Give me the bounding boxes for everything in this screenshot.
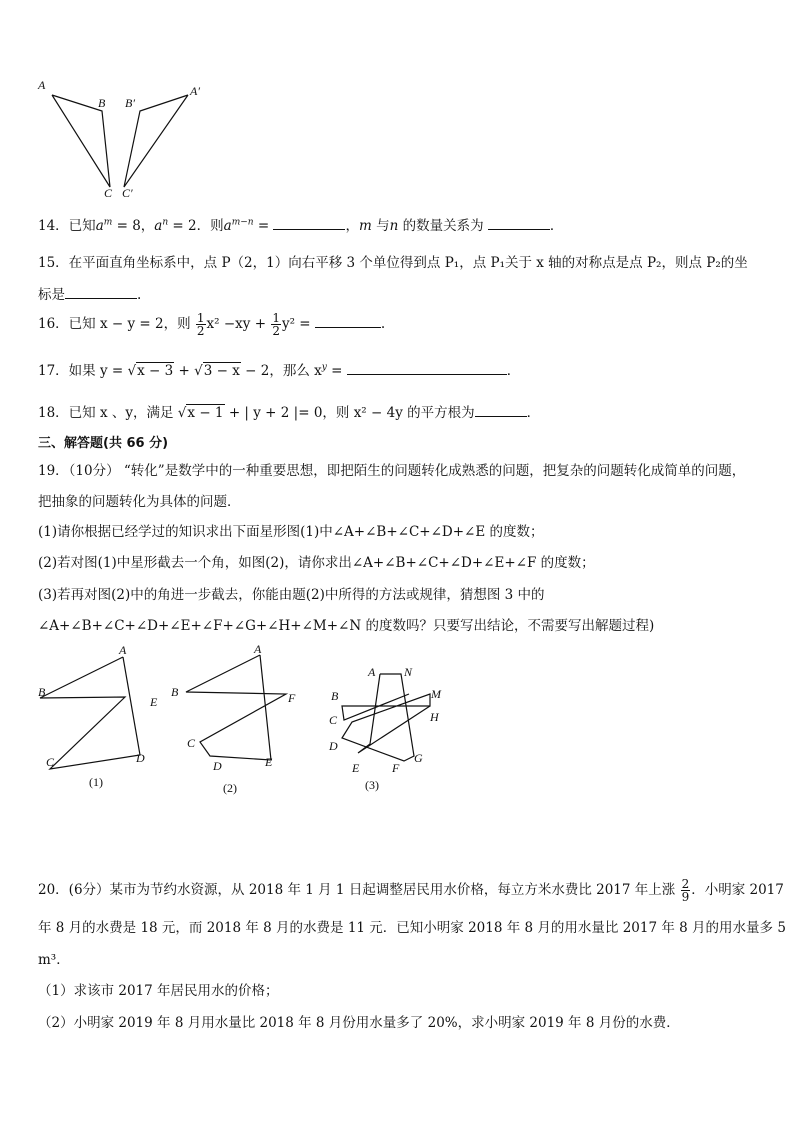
label-A: A: [38, 78, 46, 92]
q14-m: m: [358, 218, 372, 234]
question-20-line2: 年 8 月的水费是 18 元，而 2018 年 8 月的水费是 11 元．已知小明家 2018 年 8 月的用水量比 2017 年 8 月的用水量多 5: [38, 920, 786, 936]
frac-den: 2: [272, 324, 280, 338]
star3-label-A: A: [368, 665, 376, 679]
star3-label-N: N: [404, 665, 413, 679]
fraction-two-ninths: [681, 878, 691, 903]
q17-sup: y: [321, 362, 327, 373]
question-19-line1: 19．（10分） “转化”是数学中的一种重要思想，即把陌生的问题转化成熟悉的问题，把复杂的问题转化成简单的问题，: [38, 463, 746, 479]
star2-label-E: E: [265, 755, 273, 769]
figure-star-3: [318, 658, 448, 798]
star-3-path-b: [358, 674, 430, 753]
star3-label-C: C: [329, 713, 338, 727]
q17-end: ．: [506, 363, 521, 379]
star2-label-C: C: [187, 736, 196, 750]
question-16: [38, 312, 385, 337]
label-C: C: [104, 186, 113, 200]
star1-label-A: A: [119, 643, 127, 657]
star3-label-M: M: [431, 687, 441, 701]
q14-number: 14．已知: [38, 218, 96, 234]
q20-pre: 20．(6分）某市为节约水资源，从 2018 年 1 月 1 日起调整居民用水价格，每立方米水费比 2017 年上涨: [38, 882, 676, 898]
sqrt-radicand-1: x − 3: [137, 363, 174, 379]
star1-label-B: B: [38, 685, 46, 699]
star2-label-B: B: [171, 685, 179, 699]
star3-label-G: G: [414, 751, 423, 765]
question-20-line3: m³．: [38, 952, 70, 968]
frac-den: 2: [196, 324, 205, 338]
star2-label-A: A: [254, 642, 262, 656]
q17-eq: =: [326, 363, 343, 379]
question-19-part2: (2)若对图(1)中星形截去一个角，如图(2)，请你求出∠A+∠B+∠C+∠D+∠E+∠F 的度数；: [38, 555, 595, 571]
q18-pre: 18．已知 x 、y，满足: [38, 405, 174, 421]
star2-label-F: F: [288, 691, 296, 705]
label-C2: C′: [122, 186, 133, 200]
star3-label-F: F: [392, 761, 400, 775]
q14-comma: ，: [345, 218, 359, 234]
star-2-path: [186, 655, 286, 760]
question-20-sub1: （1）求该市 2017 年居民用水的价格；: [38, 983, 279, 999]
frac-num: 1: [196, 311, 205, 325]
q14-sup-n: n: [162, 217, 169, 228]
q14-yu: 与: [371, 218, 390, 234]
q14-a2: a: [154, 218, 163, 234]
star3-label-D: D: [329, 739, 338, 753]
star2-label-D: D: [213, 759, 222, 773]
star1-label-E: E: [150, 695, 158, 709]
label-B: B: [98, 96, 106, 110]
answer-blank[interactable]: [475, 404, 527, 417]
section-heading: 三、解答题(共 66 分): [38, 436, 169, 451]
fraction-half: [271, 312, 281, 337]
q18-end: ．: [526, 405, 541, 421]
answer-blank[interactable]: [488, 217, 550, 230]
frac-num: 1: [272, 311, 280, 325]
frac-num: 2: [681, 877, 690, 891]
answer-blank[interactable]: [347, 362, 507, 375]
star-3-path: [342, 674, 430, 761]
question-19-part3: (3)若再对图(2)中的角进一步截去，你能由题(2)中所得的方法或规律，猜想图 3 中的: [38, 587, 545, 603]
figure-star-1: [30, 642, 170, 792]
label-A2: A′: [190, 84, 200, 98]
question-15-line2: [38, 283, 141, 303]
star3-label-H: H: [430, 710, 439, 724]
q18-mid: + | y + 2 |= 0，则 x² − 4y 的平方根为: [224, 405, 475, 421]
q14-a3: a: [223, 218, 232, 234]
star1-label-D: D: [136, 751, 145, 765]
q14-eq1: = 8，: [112, 218, 155, 234]
question-20-sub2: （2）小明家 2019 年 8 月用水量比 2018 年 8 月份用水量多了 20%，求小明家 2019 年 8 月份的水费．: [38, 1015, 680, 1031]
q14-a: a: [95, 218, 104, 234]
question-18: 18．已知 x 、y，满足 √x − 1 + | y + 2 |= 0，则 x² − 4y 的平方根为 ．: [38, 405, 541, 421]
star1-label-C: C: [46, 755, 55, 769]
question-19-angles: ∠A+∠B+∠C+∠D+∠E+∠F+∠G+∠H+∠M+∠N 的度数吗？只要写出结论，不需要写出解题过程): [38, 618, 655, 634]
question-17: 17．如果 y = √x − 3 + √3 − x − 2，那么 $x^y$ = ．: [38, 362, 521, 379]
q14-n: n: [389, 218, 399, 234]
q14-sup-m: m: [103, 217, 113, 228]
question-14: [38, 214, 563, 234]
question-20-line1: [38, 878, 784, 903]
frac-den: 9: [681, 890, 690, 904]
q17-pre: 17．如果 y =: [38, 363, 124, 379]
fraction-half: [196, 312, 206, 337]
figure-star-2: [168, 642, 308, 797]
q14-eq2: = 2．则: [168, 218, 224, 234]
answer-blank[interactable]: [273, 217, 345, 230]
q17-plus: +: [174, 363, 195, 379]
q14-sup-mn: m−n: [231, 217, 254, 228]
q17-tail: − 2，那么 x: [240, 363, 322, 379]
q15-pre: 标是: [38, 287, 65, 303]
question-19-line2: 把抽象的问题转化为具体的问题．: [38, 494, 241, 510]
q16-end: .: [380, 316, 386, 332]
star3-label-B: B: [331, 689, 339, 703]
star3-label-E: E: [352, 761, 360, 775]
star-1-path: [40, 657, 140, 769]
question-19-part1: (1)请你根据已经学过的知识求出下面星形图(1)中∠A+∠B+∠C+∠D+∠E 的度数；: [38, 524, 544, 540]
q14-end: ．: [549, 218, 564, 234]
figure-triangles: [30, 75, 220, 200]
q14-eq3: =: [253, 218, 270, 234]
q16-mid: x² −xy +: [206, 316, 267, 332]
fig3-caption: (3): [365, 778, 379, 792]
answer-blank[interactable]: [315, 315, 381, 328]
q16-tail: y² =: [281, 316, 311, 332]
q16-pre: 16．已知 x − y = 2，则: [38, 316, 191, 332]
label-B2: B′: [125, 96, 135, 110]
sqrt-radicand-2: 3 − x: [203, 363, 240, 379]
question-15-line1: 15．在平面直角坐标系中，点 P（2，1）向右平移 3 个单位得到点 P₁，点 P₁关于 x 轴的对称点是点 P₂，则点 P₂的坐: [38, 255, 748, 271]
fig2-caption: (2): [223, 781, 237, 795]
q20-post: ．小明家 2017: [691, 882, 784, 898]
answer-blank[interactable]: [65, 286, 137, 299]
q15-end: .: [137, 287, 142, 303]
fig1-caption: (1): [89, 775, 103, 789]
sqrt-radicand: x − 1: [187, 405, 224, 421]
q14-tail: 的数量关系为: [398, 218, 484, 234]
